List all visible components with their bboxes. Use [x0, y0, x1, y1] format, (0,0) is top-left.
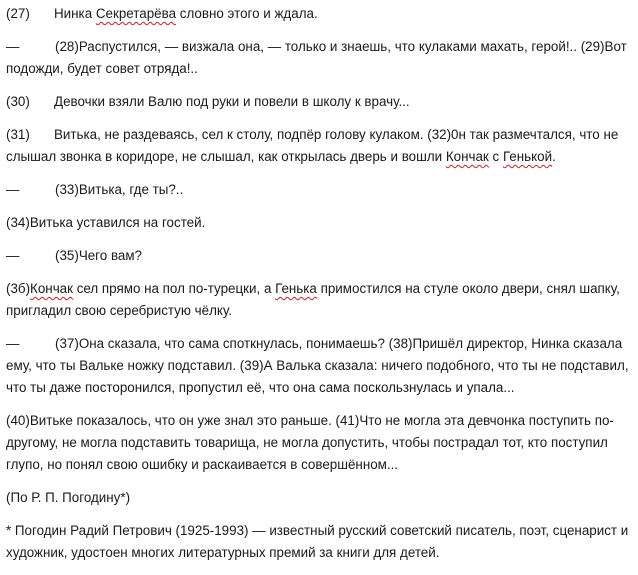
dialogue-dash: —: [6, 248, 20, 263]
paragraph: [6, 278, 634, 322]
sentence-number: (30): [6, 94, 30, 109]
dialogue-dash: —: [6, 39, 20, 54]
text-run: с: [488, 149, 503, 164]
text-run: * Погодин Радий Петрович (1925-1993) — известный русский советский писатель, поэт, сценарист и художник, удостоен многих литературных премий за книги для детей.: [6, 523, 629, 560]
text-run: (28)Распустился, — визжала она, — только и знаешь, что кулаками махать, герой!.. (29)Вот подожди, будет совет отряда!..: [6, 39, 627, 76]
paragraph: [6, 36, 634, 80]
text-run: (37)Она сказала, что сама споткнулась, понимаешь? (38)Пришёл директор, Нинка сказала ему, что ты Вальке ножку подставил. (39)А Валька сказала: ничего подобного, что ты не подставил, что ты даже посторонился, пропустил её, что она сама поскользнулась и упала...: [6, 336, 629, 395]
text-run: словно этого и ждала.: [176, 6, 318, 21]
paragraph: [6, 212, 634, 234]
text-run: примостился на стуле около двери, снял шапку, пригладил свою серебристую чёлку.: [6, 281, 620, 318]
paragraph: [6, 91, 634, 113]
spellcheck-flagged-word: Секретарёва: [95, 6, 177, 21]
text-run: (По Р. П. Погодину*): [6, 490, 131, 505]
text-run: Витька, не раздеваясь, сел к столу, подпёр голову кулаком. (32)0н так размечтался, что не слышал звонка в коридоре, не слышал, как открылась дверь и вошли: [6, 127, 619, 164]
dialogue-dash: —: [6, 336, 20, 351]
dialogue-dash: —: [6, 182, 20, 197]
spellcheck-flagged-word: Генькой: [502, 149, 553, 164]
text-run: (33)Витька, где ты?..: [55, 182, 184, 197]
paragraph: [6, 179, 634, 201]
spellcheck-flagged-word: Кончак: [30, 281, 73, 296]
paragraph: [6, 520, 634, 564]
spellcheck-flagged-word: Генька: [275, 281, 317, 296]
paragraph: [6, 410, 634, 476]
text-run: Девочки взяли Валю под руки и повели в школу к врачу...: [54, 94, 410, 109]
paragraph: [6, 124, 634, 168]
text-run: .: [552, 149, 556, 164]
paragraph: [6, 3, 634, 25]
text-run: сел прямо на пол по-турецки, а: [72, 281, 276, 296]
text-run: (40)Витьке показалось, что он уже знал это раньше. (41)Что не могла эта девчонка поступить по-другому, не могла подставить товарища, не могла допустить, чтобы пострадал тот, кто поступил глупо, но понял свою ошибку и раскаивается в совершённом...: [6, 413, 614, 472]
document-body: [6, 3, 634, 564]
text-run: (3б): [6, 281, 31, 296]
text-run: (35)Чего вам?: [55, 248, 143, 263]
sentence-number: (27): [6, 6, 30, 21]
paragraph: [6, 245, 634, 267]
spellcheck-flagged-word: Кончак: [445, 149, 489, 164]
sentence-number: (31): [6, 127, 30, 142]
paragraph: [6, 487, 634, 509]
text-run: Нинка: [54, 6, 96, 21]
text-run: (34)Витька уставился на гостей.: [6, 215, 206, 230]
paragraph: [6, 333, 634, 399]
